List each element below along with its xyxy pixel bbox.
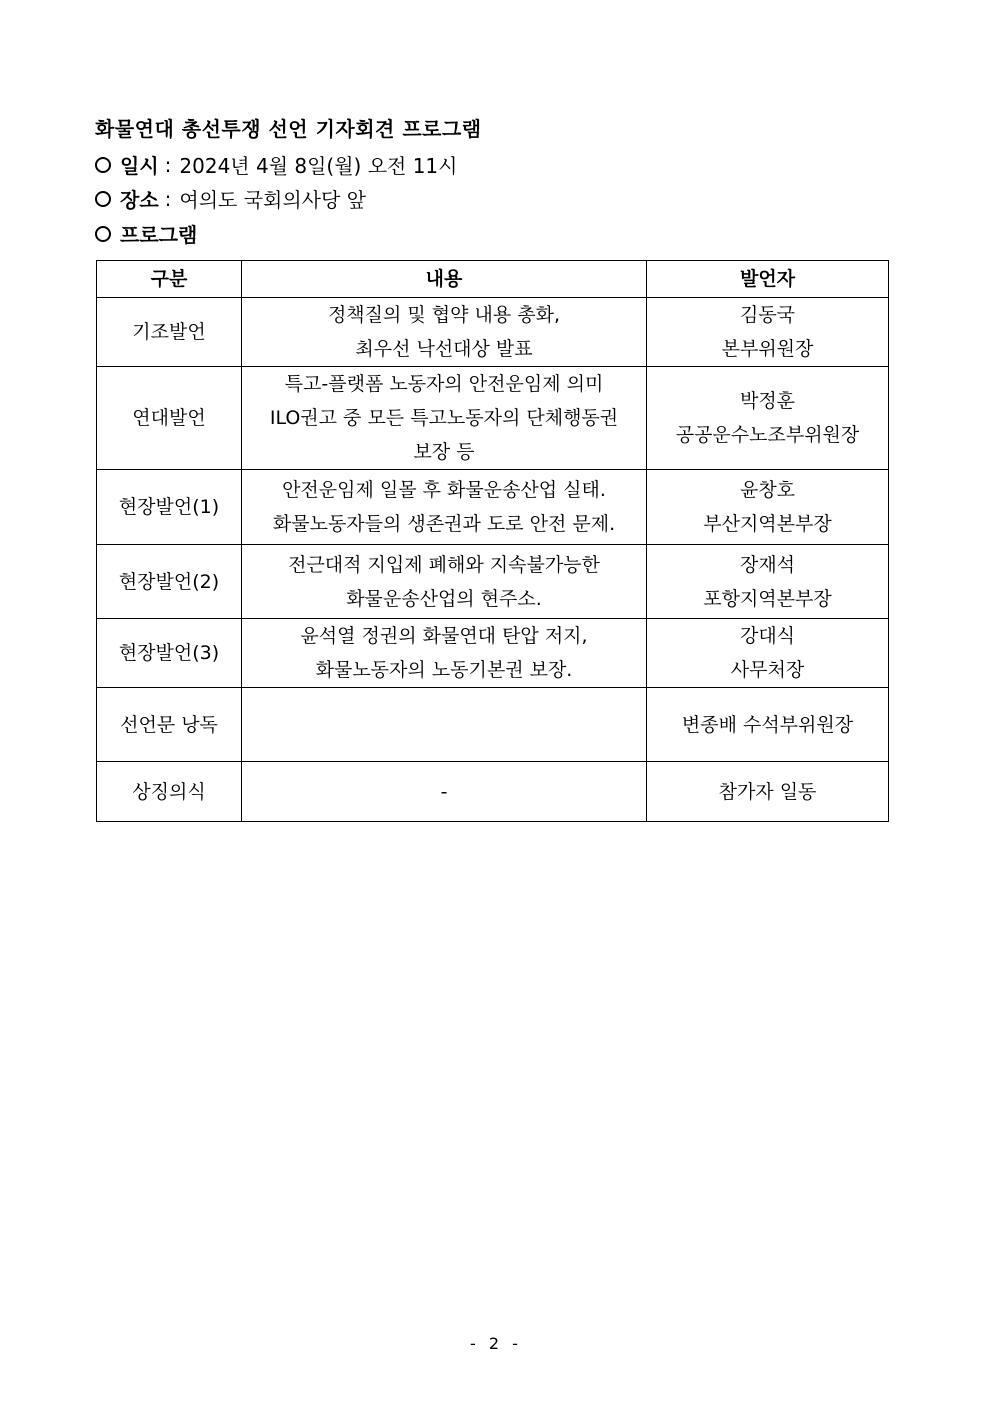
- date-value: 2024년 4월 8일(월) 오전 11시: [179, 154, 458, 178]
- content-line: 특고-플랫폼 노동자의 안전운임제 의미: [284, 373, 604, 395]
- content-line: 윤석열 정권의 화물연대 탄압 저지,: [300, 625, 588, 647]
- table-row: [97, 298, 889, 367]
- content-line: 안전운임제 일몰 후 화물운송산업 실태.: [282, 479, 606, 501]
- content-line: 화물운송산업의 현주소.: [346, 587, 542, 610]
- date-label: 일시: [120, 154, 159, 178]
- info-program: [95, 219, 197, 248]
- circle-bullet-icon: [95, 157, 111, 173]
- row-content: [242, 688, 647, 762]
- content-line: ILO권고 중 모든 특고노동자의 단체행동권: [269, 407, 619, 429]
- place-label: 장소: [120, 188, 159, 212]
- table-header-row: [97, 261, 889, 298]
- circle-bullet-icon: [95, 226, 111, 242]
- speaker-title: 사무처장: [730, 659, 805, 681]
- header-content: 내용: [242, 261, 647, 298]
- program-label: 프로그램: [120, 223, 198, 247]
- row-speaker: [647, 367, 889, 470]
- speaker-title: 부산지역본부장: [703, 513, 832, 535]
- table-row: [97, 367, 889, 470]
- content-line: 보장 등: [413, 441, 475, 463]
- row-content: [242, 367, 647, 470]
- speaker-name: 참가자 일동: [718, 780, 817, 803]
- speaker-name: 김동국: [739, 304, 796, 326]
- table-row: [97, 545, 889, 619]
- row-category: 기조발언: [97, 298, 242, 367]
- header-category: 구분: [97, 261, 242, 298]
- row-category: 연대발언: [97, 367, 242, 470]
- content-line: 정책질의 및 협약 내용 총화,: [327, 304, 561, 326]
- row-category: 현장발언(1): [97, 470, 242, 545]
- row-speaker: [647, 688, 889, 762]
- document-title: 화물연대 총선투쟁 선언 기자회견 프로그램: [95, 117, 482, 141]
- row-speaker: [647, 298, 889, 367]
- table-row: [97, 470, 889, 545]
- circle-bullet-icon: [95, 191, 111, 207]
- date-separator: :: [164, 152, 172, 177]
- row-content: [242, 762, 647, 822]
- program-table: [96, 260, 889, 822]
- row-speaker: [647, 619, 889, 688]
- speaker-title: 본부위원장: [721, 338, 814, 360]
- row-content: [242, 298, 647, 367]
- page-number: - 2 -: [470, 1334, 522, 1353]
- row-content: [242, 470, 647, 545]
- row-category: 선언문 낭독: [97, 688, 242, 762]
- header-speaker: 발언자: [647, 261, 889, 298]
- info-date: [95, 150, 457, 179]
- speaker-name: 박정훈: [739, 390, 796, 412]
- row-speaker: [647, 762, 889, 822]
- row-speaker: [647, 470, 889, 545]
- row-content: [242, 619, 647, 688]
- speaker-name: 장재석: [739, 553, 796, 576]
- place-separator: :: [164, 186, 172, 211]
- speaker-name: 강대식: [739, 625, 796, 647]
- content-line: 화물노동자들의 생존권과 도로 안전 문제.: [272, 513, 616, 535]
- table-row: [97, 762, 889, 822]
- row-content: [242, 545, 647, 619]
- speaker-name: 변종배 수석부위원장: [681, 713, 854, 736]
- content-line: -: [440, 780, 448, 803]
- table-row: [97, 619, 889, 688]
- place-value: 여의도 국회의사당 앞: [179, 188, 366, 212]
- table-row: [97, 688, 889, 762]
- info-place: [95, 184, 366, 213]
- row-category: 현장발언(3): [97, 619, 242, 688]
- row-category: 상징의식: [97, 762, 242, 822]
- content-line: 전근대적 지입제 폐해와 지속불가능한: [288, 553, 600, 576]
- content-line: 최우선 낙선대상 발표: [355, 338, 533, 360]
- content-line: 화물노동자의 노동기본권 보장.: [315, 659, 573, 681]
- row-category: 현장발언(2): [97, 545, 242, 619]
- speaker-title: 공공운수노조부위원장: [675, 424, 860, 446]
- row-speaker: [647, 545, 889, 619]
- speaker-name: 윤창호: [739, 479, 796, 501]
- speaker-title: 포항지역본부장: [703, 587, 832, 610]
